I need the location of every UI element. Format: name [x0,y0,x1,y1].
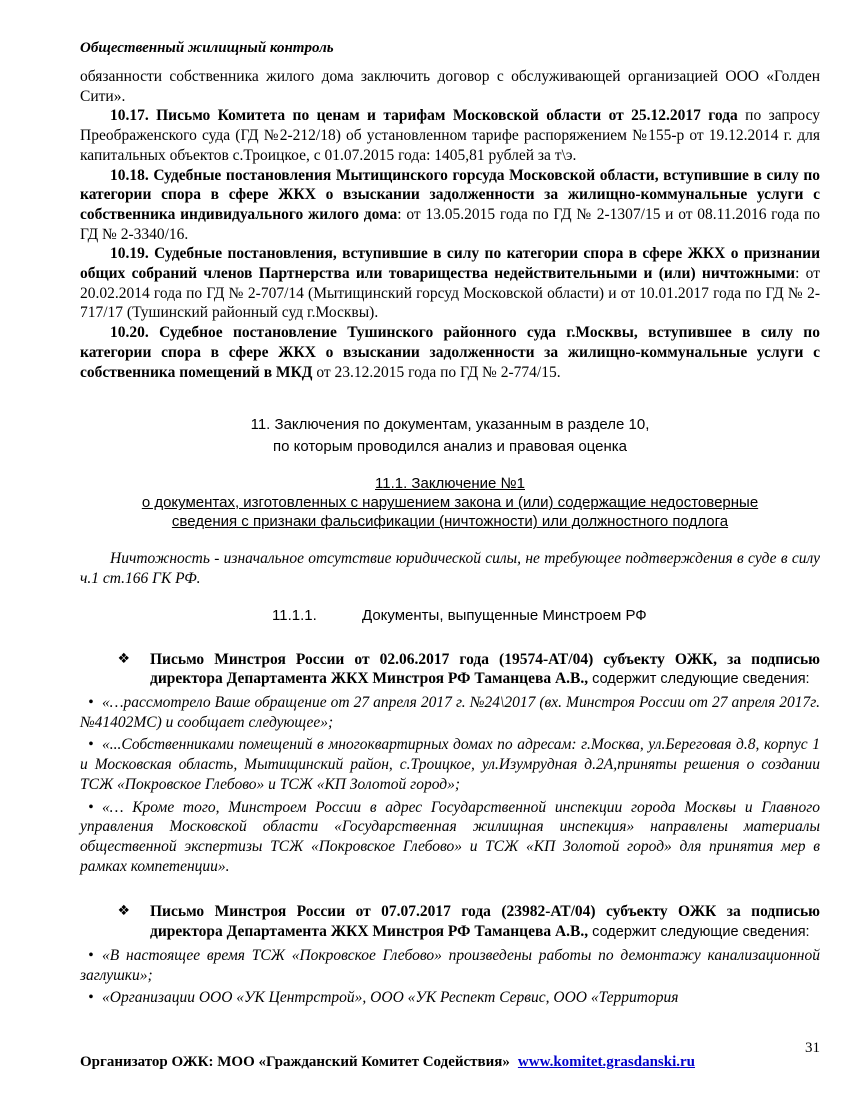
paragraph-10-20 [80,323,820,382]
bullet-text: «…рассмотрело Ваше обращение от 27 апреля 2017 г. №24\2017 (вх. Минстроя России от 27 апреля 2017г. №41402МС) и сообщает следующее»; [80,694,820,731]
dot-bullet-icon: • [88,736,94,754]
letter-1-bold: Письмо Минстроя России от 02.06.2017 года (19574-АТ/04) субъекту ОЖК, за подписью директора Департамента ЖКХ Минстроя РФ Таманцева А.В., [150,650,820,688]
letter-1-item [80,650,820,690]
letter-2-text [150,902,820,942]
section-11-1-title [80,474,820,531]
paragraph-10-20-bold: 10.20. Судебное постановление Тушинского районного суда г.Москвы, вступившее в силу по категории спора в сфере ЖКХ о взыскании задолженности за жилищно-коммунальные услуги с собственника помещений в МКД [80,324,820,381]
dot-bullet-icon: • [88,694,94,712]
letter-1-text [150,650,820,690]
bullet-item [80,693,820,732]
paragraph-10-19-bold: 10.19. Судебные постановления, вступившие в силу по категории спора в сфере ЖКХ о признании общих собраний членов Партнерства или товарищества недействительными и (или) ничтожными [80,245,820,283]
paragraph-10-17-bold: 10.17. Письмо Комитета по ценам и тарифам Московской области от 25.12.2017 года [110,107,738,125]
paragraph-10-20-text: от 23.12.2015 года по ГД № 2-774/15. [312,363,561,381]
section-11-1-heading: 11.1. Заключение №1 [375,475,525,493]
section-11-1-1-number: 11.1.1. [272,606,317,624]
letter-2-rest: содержит следующие сведения: [588,924,810,941]
letter-1-rest: содержит следующие сведения: [588,671,810,688]
footer-organizer: Организатор ОЖК: МОО «Гражданский Комитет Содействия» [80,1054,510,1070]
nullity-note: Ничтожность - изначальное отсутствие юридической силы, не требующее подтверждения в суде в силу ч.1 ст.166 ГК РФ. [80,550,820,587]
document-page [80,40,820,1090]
bullet-text: «… Кроме того, Минстроем России в адрес Государственной инспекции города Москвы и Главного управления Московской области «Государственная жилищная инспекция» направлены материалы общественной экспертизы ТСЖ «Покровское Глебово» и ТСЖ «КП Золотой город» для принятия мер в рамках компетенции». [80,798,820,875]
section-11-1-subtitle-line1: о документах, изготовленных с нарушением закона и (или) содержащие недостоверные [141,494,759,512]
paragraph-10-18-bold: 10.18. Судебные постановления Мытищинского горсуда Московской области, вступившие в силу по категории спора в сфере ЖКХ о взыскании задолженности за жилищно-коммунальные услуги с собственника индивидуального жилого дома [80,166,820,223]
bullet-item [80,798,820,877]
dot-bullet-icon: • [88,989,94,1007]
section-11-title [80,414,820,458]
section-11-1-subtitle-line2: сведения с признаки фальсификации (ничтожности) или должностного подлога [171,513,729,531]
bullet-text: «...Собственниками помещений в многоквартирных домах по адресам: г.Москва, ул.Береговая д.8, корпус 1 и Московская область, Мытищинский район, с.Троицкое, ул.Изумрудная д.2А,приняты решения о создании ТСЖ «Покровское Глебово» и ТСЖ «КП Золотой город»; [80,736,820,793]
section-11-1-1-title [272,607,820,624]
diamond-bullet-icon: ❖ [117,650,130,667]
bullet-item [80,946,820,985]
paragraph-10-19 [80,244,820,323]
paragraph-10-17-text: по запросу Преображенского суда (ГД №2-212/18) об установленном тарифе распоряжением №155-р от 19.12.2014 г. для капитальных объектов с.Троицкое, с 01.07.2015 года: 1405,81 рублей за т\э. [80,107,820,164]
footer-website-link[interactable]: www.komitet.grasdanski.ru [517,1054,696,1070]
section-11-title-line2: по которым проводился анализ и правовая оценка [272,438,628,456]
paragraph-10-18 [80,166,820,245]
paragraph-10-18-text: : от 13.05.2015 года по ГД № 2-1307/15 и от 08.11.2016 года по ГД № 2-3340/16. [80,205,821,243]
diamond-bullet-icon: ❖ [117,903,130,920]
paragraph-10-19-text: : от 20.02.2014 года по ГД № 2-707/14 (Мытищинский горсуд Московской области) и от 10.01.2017 года по ГД № 2-717/17 (Тушинский районный суд г.Москвы). [80,265,820,322]
bullet-text: «В настоящее время ТСЖ «Покровское Глебово» произведены работы по демонтажу канализационной заглушки»; [80,946,820,984]
dot-bullet-icon: • [88,798,94,816]
paragraph-continuation: обязанности собственника жилого дома заключить договор с обслуживающей организацией ООО «Голден Сити». [80,68,820,105]
letter-2-item [80,902,820,942]
bullet-item [80,988,820,1008]
section-11-title-line1: 11. Заключения по документам, указанным в разделе 10, [250,416,650,434]
page-number: 31 [805,1040,820,1056]
dot-bullet-icon: • [88,946,94,964]
letter-2-bold: Письмо Минстроя России от 07.07.2017 года (23982-АТ/04) субъекту ОЖК за подписью директора Департамента ЖКХ Минстроя РФ Таманцева А.В., [150,903,820,941]
page-footer [80,1040,820,1071]
paragraph-10-17 [80,106,820,165]
section-11-1-1-text: Документы, выпущенные Минстроем РФ [362,606,647,624]
bullet-item [80,735,820,794]
bullet-text: «Организации ООО «УК Центрстрой», ООО «УК Респект Сервис, ООО «Территория [102,989,679,1007]
running-header: Общественный жилищный контроль [80,40,334,56]
